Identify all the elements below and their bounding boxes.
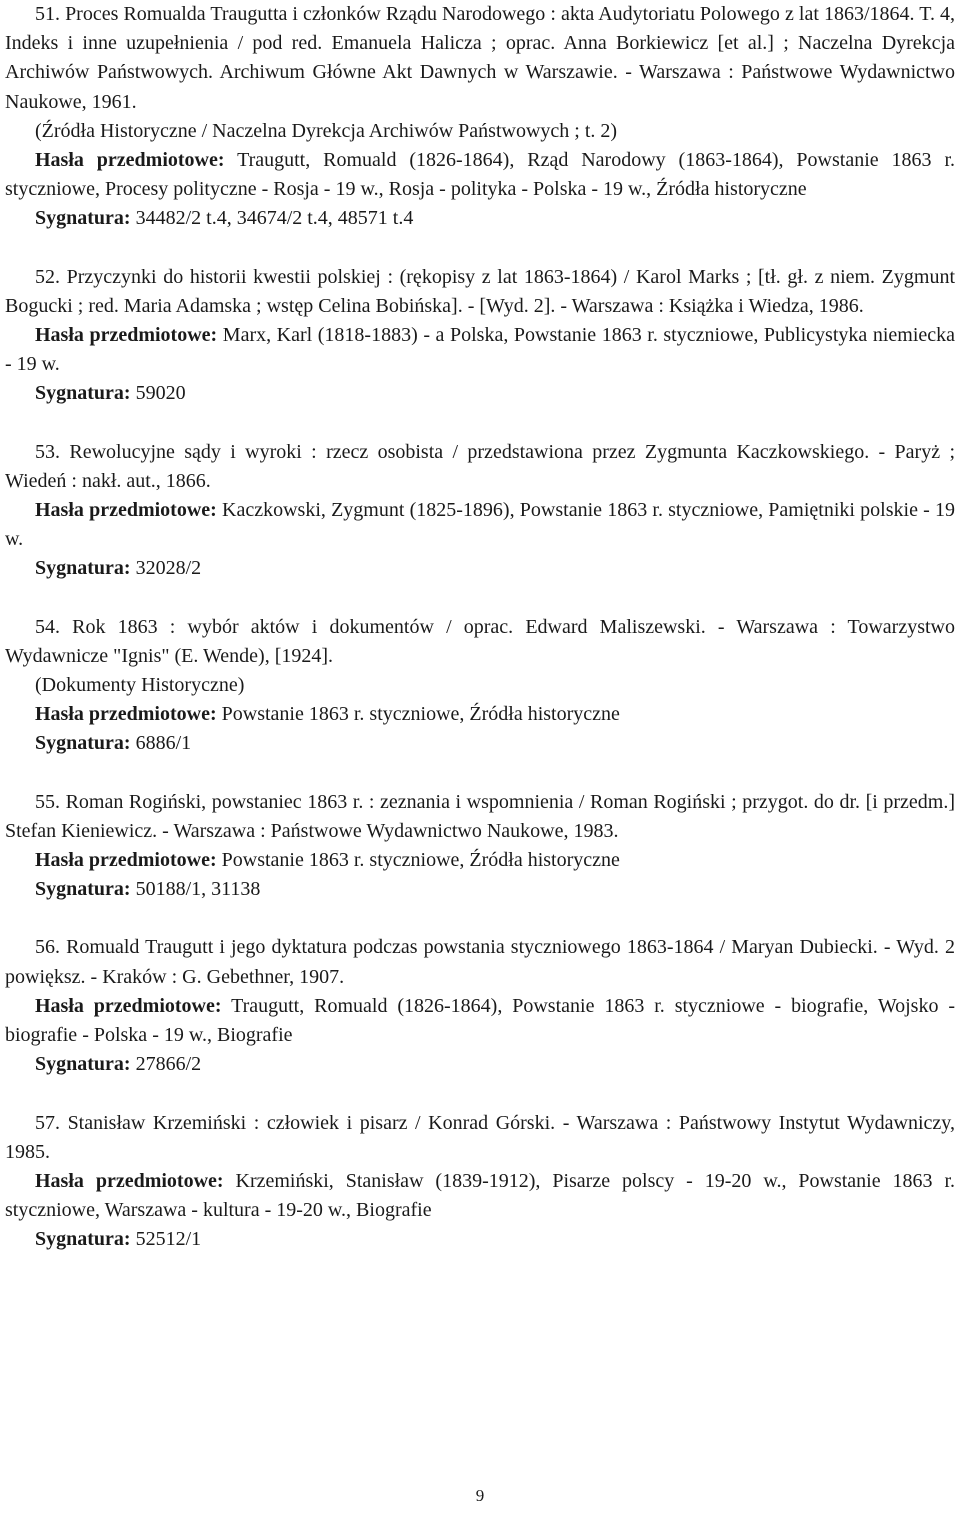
entry-signature <box>5 875 955 904</box>
entry-title: Rewolucyjne sądy i wyroki : rzecz osobista / przedstawiona przez Zygmunta Kaczkowskiego. - Paryż ; Wiedeń : nakł. aut., 1866. <box>5 440 955 492</box>
signature-label: Sygnatura: <box>35 207 131 230</box>
entry-number: 57. <box>35 1111 60 1134</box>
subjects-value: Traugutt, Romuald (1826-1864), Powstanie 1863 r. styczniowe - biografie, Wojsko - biografie - Polska - 19 w., Biografie <box>5 994 956 1047</box>
entry-number: 53. <box>35 440 60 463</box>
entry-subjects <box>5 1167 955 1225</box>
signature-label: Sygnatura: <box>35 557 131 580</box>
subjects-value: Powstanie 1863 r. styczniowe, Źródła historyczne <box>221 849 620 872</box>
entry-subjects <box>5 496 955 554</box>
page-number: 9 <box>475 1486 485 1505</box>
signature-value: 52512/1 <box>135 1228 202 1251</box>
signature-value: 50188/1, 31138 <box>135 878 261 901</box>
entry-description <box>5 0 955 117</box>
entry-number: 51. <box>35 3 60 25</box>
entry-subjects <box>5 700 955 729</box>
entry-signature <box>5 379 955 408</box>
entry-subjects <box>5 846 955 875</box>
subjects-label: Hasła przedmiotowe: <box>35 499 217 522</box>
entry-number: 52. <box>35 265 60 288</box>
entry-title: Rok 1863 : wybór aktów i dokumentów / oprac. Edward Maliszewski. - Warszawa : Towarzystwo Wydawnicze "Ignis" (E. Wende), [1924]. <box>5 615 955 667</box>
signature-label: Sygnatura: <box>35 1053 131 1076</box>
subjects-value: Kaczkowski, Zygmunt (1825-1896), Powstanie 1863 r. styczniowe, Pamiętniki polskie - 19 w. <box>5 499 955 551</box>
entry-title: Stanisław Krzemiński : człowiek i pisarz / Konrad Górski. - Warszawa : Państwowy Instytut Wydawniczy, 1985. <box>5 1111 955 1163</box>
subjects-label: Hasła przedmiotowe: <box>35 703 217 726</box>
entry-title: Proces Romualda Traugutta i członków Rządu Narodowego : akta Audytoriatu Polowego z lat 1863/1864. T. 4, Indeks i inne uzupełnienia / pod red. Emanuela Halicza ; oprac. Anna Borkiewicz [et al.] ; Naczelna Dyrekcja Archiwów Państwowych. Archiwum Główne Akt Dawnych w Warszawie. - Warszawa : Państwowe Wydawnictwo Naukowe, 1961. <box>5 3 956 113</box>
entry-subjects <box>5 146 955 204</box>
entry-subjects <box>5 321 955 379</box>
bibliography-entry-54 <box>5 613 955 759</box>
entry-description <box>5 438 955 496</box>
entry-number: 55. <box>35 790 60 813</box>
entry-subjects <box>5 992 955 1050</box>
entry-title: Romuald Traugutt i jego dyktatura podczas powstania styczniowego 1863-1864 / Maryan Dubiecki. - Wyd. 2 powiększ. - Kraków : G. Gebethner, 1907. <box>5 936 955 988</box>
signature-value: 27866/2 <box>135 1053 202 1076</box>
signature-label: Sygnatura: <box>35 382 131 405</box>
bibliography-entry-55 <box>5 788 955 905</box>
bibliography-entry-51 <box>5 0 955 234</box>
entry-number: 54. <box>35 615 60 638</box>
signature-value: 59020 <box>135 382 186 405</box>
signature-value: 6886/1 <box>135 732 192 755</box>
subjects-label: Hasła przedmiotowe: <box>35 994 222 1017</box>
bibliography-entry-53 <box>5 438 955 584</box>
entry-description <box>5 1109 955 1167</box>
subjects-value: Traugutt, Romuald (1826-1864), Rząd Narodowy (1863-1864), Powstanie 1863 r. styczniowe, Procesy polityczne - Rosja - 19 w., Rosja - polityka - Polska - 19 w., Źródła historyczne <box>5 149 955 201</box>
subjects-label: Hasła przedmiotowe: <box>35 149 225 172</box>
entry-description <box>5 263 955 321</box>
entry-signature <box>5 204 955 233</box>
subjects-value: Powstanie 1863 r. styczniowe, Źródła historyczne <box>221 703 620 726</box>
signature-value: 34482/2 t.4, 34674/2 t.4, 48571 t.4 <box>135 207 414 230</box>
document-page <box>5 0 955 1255</box>
signature-label: Sygnatura: <box>35 732 131 755</box>
bibliography-entry-57 <box>5 1109 955 1255</box>
subjects-value: Marx, Karl (1818-1883) - a Polska, Powstanie 1863 r. styczniowe, Publicystyka niemiecka - 19 w. <box>5 324 956 376</box>
subjects-value: Krzemiński, Stanisław (1839-1912), Pisarze polscy - 19-20 w., Powstanie 1863 r. styczniowe, Warszawa - kultura - 19-20 w., Biografie <box>5 1169 956 1222</box>
entry-signature <box>5 1050 955 1079</box>
entry-description <box>5 788 955 846</box>
bibliography-entry-56 <box>5 933 955 1079</box>
signature-label: Sygnatura: <box>35 878 131 901</box>
subjects-label: Hasła przedmiotowe: <box>35 324 218 347</box>
entry-series: (Źródła Historyczne / Naczelna Dyrekcja Archiwów Państwowych ; t. 2) <box>35 119 618 142</box>
entry-signature <box>5 554 955 583</box>
bibliography-entry-52 <box>5 263 955 409</box>
entry-number: 56. <box>35 936 60 959</box>
entry-signature <box>5 1225 955 1254</box>
entry-title: Przyczynki do historii kwestii polskiej : (rękopisy z lat 1863-1864) / Karol Marks ; [tł. gł. z niem. Zygmunt Bogucki ; red. Maria Adamska ; wstęp Celina Bobińska]. - [Wyd. 2]. - Warszawa : Książka i Wiedza, 1986. <box>5 265 956 317</box>
entry-title: Roman Rogiński, powstaniec 1863 r. : zeznania i wspomnienia / Roman Rogiński ; przygot. do dr. [i przedm.] Stefan Kieniewicz. - Warszawa : Państwowe Wydawnictwo Naukowe, 1983. <box>5 790 955 842</box>
signature-label: Sygnatura: <box>35 1228 131 1251</box>
subjects-label: Hasła przedmiotowe: <box>35 849 217 872</box>
entry-description <box>5 613 955 671</box>
signature-value: 32028/2 <box>135 557 202 580</box>
subjects-label: Hasła przedmiotowe: <box>35 1169 224 1192</box>
entry-series: (Dokumenty Historyczne) <box>35 674 245 697</box>
entry-signature <box>5 729 955 758</box>
entry-description <box>5 933 955 991</box>
